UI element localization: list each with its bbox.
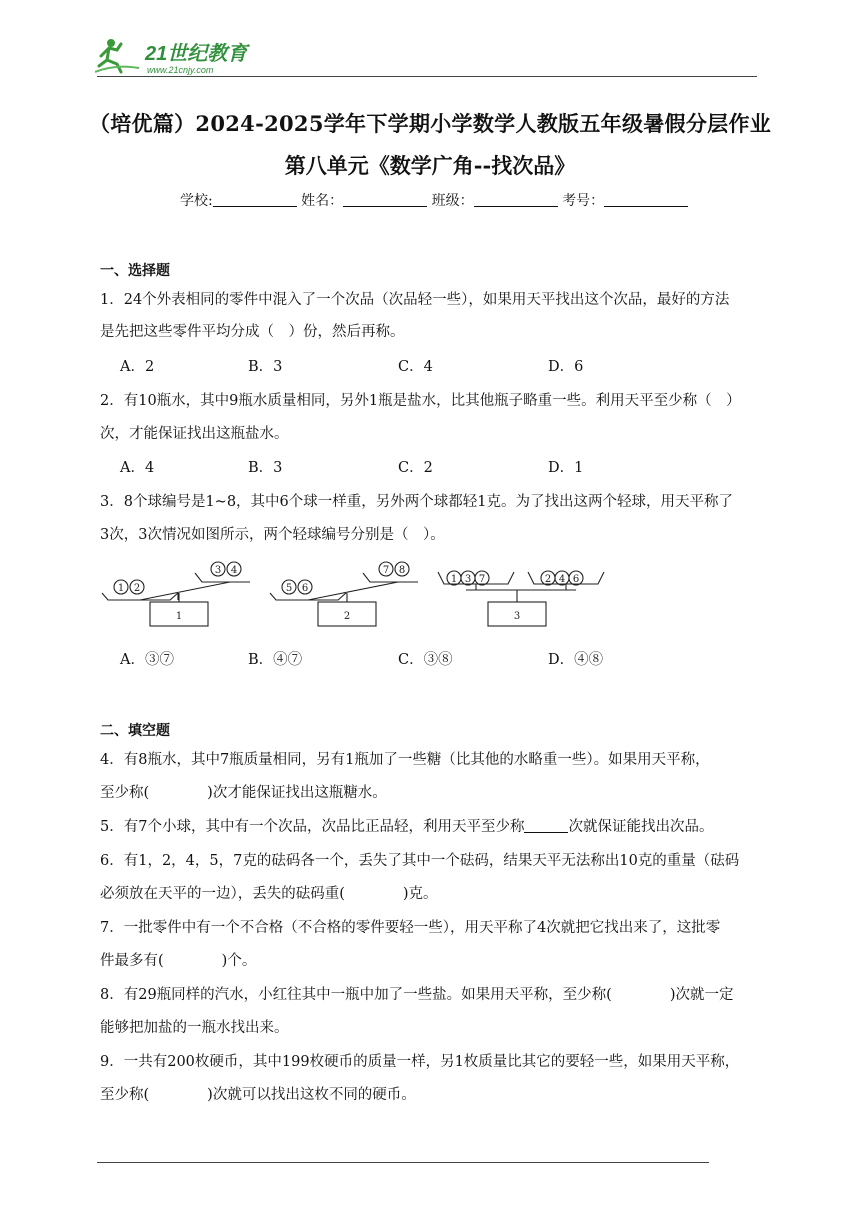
runner-icon xyxy=(95,39,139,72)
ball-label: 5 xyxy=(285,583,293,594)
logo-url: www.21cnjy.com xyxy=(147,65,214,75)
footer-divider xyxy=(97,1162,709,1163)
q1-line-2: 是先把这些零件平均分成（ ）份，然后再称。 xyxy=(100,324,405,340)
ball-label: 1 xyxy=(117,583,125,594)
ball-label: 7 xyxy=(478,574,486,585)
balance-beam xyxy=(308,582,398,600)
balance-left-pan xyxy=(270,593,346,600)
school-label: 学校: xyxy=(180,193,213,209)
q9-line-2: 至少称( )次就可以找出这枚不同的硬币。 xyxy=(100,1087,416,1103)
balance-number: 1 xyxy=(175,611,183,622)
site-logo xyxy=(95,34,265,78)
ball-label: 1 xyxy=(450,574,458,585)
q2-option-b[interactable]: B．3 xyxy=(248,460,283,476)
balance-figure-2 xyxy=(268,560,418,630)
ball-label: 6 xyxy=(301,583,309,594)
q3-line-2: 3次，3次情况如图所示，两个轻球编号分别是（ ）。 xyxy=(100,527,445,543)
ball-label: 7 xyxy=(382,565,390,576)
student-info-line xyxy=(180,190,688,210)
name-label: 姓名： xyxy=(301,193,344,209)
ball-label: 2 xyxy=(544,574,552,585)
q2-line-2: 次，才能保证找出这瓶盐水。 xyxy=(100,426,289,442)
q5-text-before: 5．有7个小球，其中有一个次品，次品比正品轻，利用天平至少称 xyxy=(100,819,525,835)
balance-number: 2 xyxy=(343,611,351,622)
q1-option-b[interactable]: B．3 xyxy=(248,359,283,375)
q5-text-after: 次就保证能找出次品。 xyxy=(568,819,714,835)
q2-option-c[interactable]: C．2 xyxy=(398,460,433,476)
ball-label: 3 xyxy=(464,574,472,585)
q6-line-2: 必须放在天平的一边），丢失的砝码重( )克。 xyxy=(100,886,438,902)
section-heading-fill: 二、填空题 xyxy=(100,723,170,739)
ball-label: 8 xyxy=(398,565,406,576)
q1-line-1: 1．24个外表相同的零件中混入了一个次品（次品轻一些），如果用天平找出这个次品，最好的方法 xyxy=(100,292,730,308)
q3-option-d[interactable]: D．④⑧ xyxy=(548,652,604,668)
q3-option-c[interactable]: C．③⑧ xyxy=(398,652,453,668)
q1-option-a[interactable]: A．2 xyxy=(120,359,155,375)
q6-line-1: 6．有1，2，4，5，7克的砝码各一个，丢失了其中一个砝码，结果天平无法称出10克的重量（砝码 xyxy=(100,853,740,869)
balance-figure-1 xyxy=(100,560,250,630)
exam-no-blank[interactable] xyxy=(604,192,688,207)
q1-option-d[interactable]: D．6 xyxy=(548,359,584,375)
ball-label: 3 xyxy=(214,565,222,576)
exam-no-label: 考号： xyxy=(562,193,605,209)
q4-line-2: 至少称( )次才能保证找出这瓶糖水。 xyxy=(100,785,387,801)
class-blank[interactable] xyxy=(474,192,558,207)
class-label: 班级： xyxy=(431,193,474,209)
ball-label: 6 xyxy=(572,574,580,585)
header-divider xyxy=(97,76,757,77)
q2-line-1: 2．有10瓶水，其中9瓶水质量相同，另外1瓶是盐水，比其他瓶子略重一些。利用天平至少称（ ） xyxy=(100,393,741,409)
q9-line-1: 9．一共有200枚硬币，其中199枚硬币的质量一样，另1枚质量比其它的要轻一些，如果用天平称， xyxy=(100,1054,740,1070)
name-blank[interactable] xyxy=(343,192,427,207)
title-line-1: （培优篇）2024-2025学年下学期小学数学人教版五年级暑假分层作业 xyxy=(88,111,772,136)
logo-text: 21世纪教育 xyxy=(145,43,248,65)
ball-label: 4 xyxy=(230,565,238,576)
balance-figure-3 xyxy=(436,560,606,630)
balance-right-pan xyxy=(528,572,604,584)
balance-left-pan xyxy=(102,593,178,600)
balance-beam xyxy=(140,582,230,600)
ball-label: 4 xyxy=(558,574,566,585)
q7-line-1: 7．一批零件中有一个不合格（不合格的零件要轻一些），用天平称了4次就把它找出来了，这批零 xyxy=(100,920,721,936)
q2-option-d[interactable]: D．1 xyxy=(548,460,584,476)
q3-line-1: 3．8个球编号是1~8，其中6个球一样重，另外两个球都轻1克。为了找出这两个轻球，用天平称了 xyxy=(100,494,733,510)
q3-option-b[interactable]: B．④⑦ xyxy=(248,652,303,668)
q8-line-1: 8．有29瓶同样的汽水，小红往其中一瓶中加了一些盐。如果用天平称，至少称( )次就一定 xyxy=(100,987,734,1003)
q5-answer-blank[interactable] xyxy=(524,818,568,833)
q8-line-2: 能够把加盐的一瓶水找出来。 xyxy=(100,1020,289,1036)
q2-option-a[interactable]: A．4 xyxy=(120,460,155,476)
q5-line-1 xyxy=(100,815,713,836)
q1-option-c[interactable]: C．4 xyxy=(398,359,433,375)
section-heading-choice: 一、选择题 xyxy=(100,263,170,279)
q7-line-2: 件最多有( )个。 xyxy=(100,953,257,969)
q3-option-a[interactable]: A．③⑦ xyxy=(120,652,174,668)
ball-label: 2 xyxy=(133,583,141,594)
school-blank[interactable] xyxy=(213,192,297,207)
q4-line-1: 4．有8瓶水，其中7瓶质量相同，另有1瓶加了一些糖（比其他的水略重一些）。如果用天平称， xyxy=(100,752,710,768)
balance-number: 3 xyxy=(513,611,521,622)
title-line-2: 第八单元《数学广角--找次品》 xyxy=(284,153,576,178)
